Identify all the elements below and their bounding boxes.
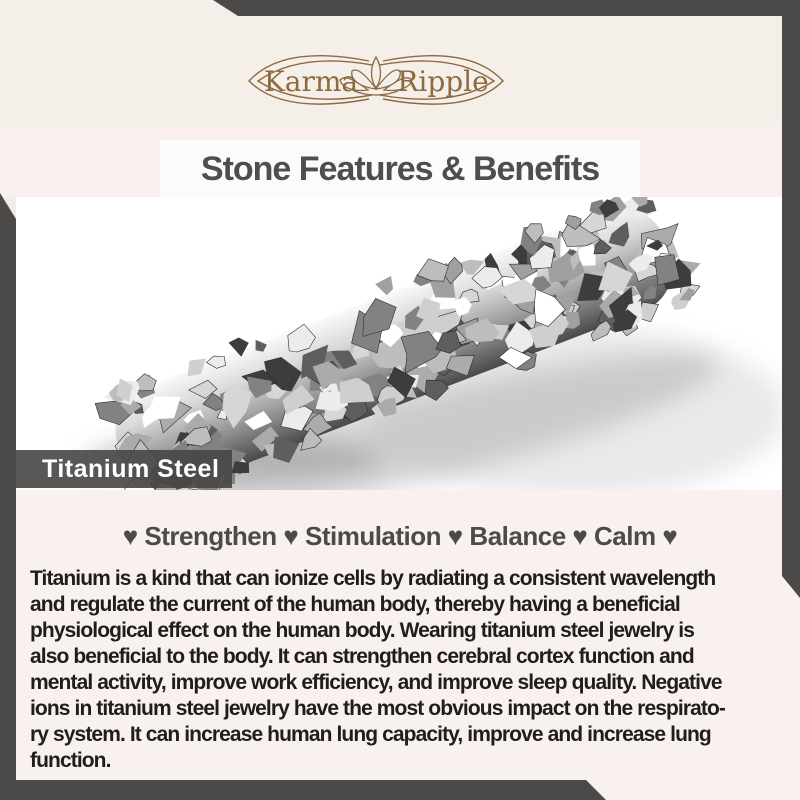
material-label-badge [16,450,232,488]
benefits-text-line: function. [30,749,111,772]
titanium-bar-illustration [16,197,783,490]
benefits-text-line: Titanium is a kind that can ionize cells by radiating a consistent wavelength [30,567,716,590]
brand-logo [228,40,528,120]
brand-name-right: Ripple [397,65,489,98]
section-title: Stone Features & Benefits [200,149,600,188]
benefits-text-line: ry system. It can increase human lung capacity, improve and increase lung [30,723,711,746]
benefits-body [30,566,775,774]
material-label: Titanium Steel [42,454,220,483]
frame-band-right [782,0,800,598]
section-title-band [160,140,640,198]
benefits-text-line: ions in titanium steel jewelry have the most obvious impact on the respirato- [30,697,726,720]
benefits-text-line: physiological effect on the human body. Wearing titanium steel jewelry is [30,619,694,642]
frame-band-left [0,193,16,800]
brand-name-left: Karma [263,65,359,98]
benefits-heading: ♥ Strengthen ♥ Stimulation ♥ Balance ♥ Calm ♥ [122,521,678,551]
product-image [16,197,783,490]
benefits-text-line: mental activity, improve work efficiency, and improve sleep quality. Negative [30,671,722,694]
benefits-text-line: and regulate the current of the human body, thereby having a beneficial [30,593,680,616]
benefits-text-line: also beneficial to the body. It can strengthen cerebral cortex function and [30,645,694,668]
